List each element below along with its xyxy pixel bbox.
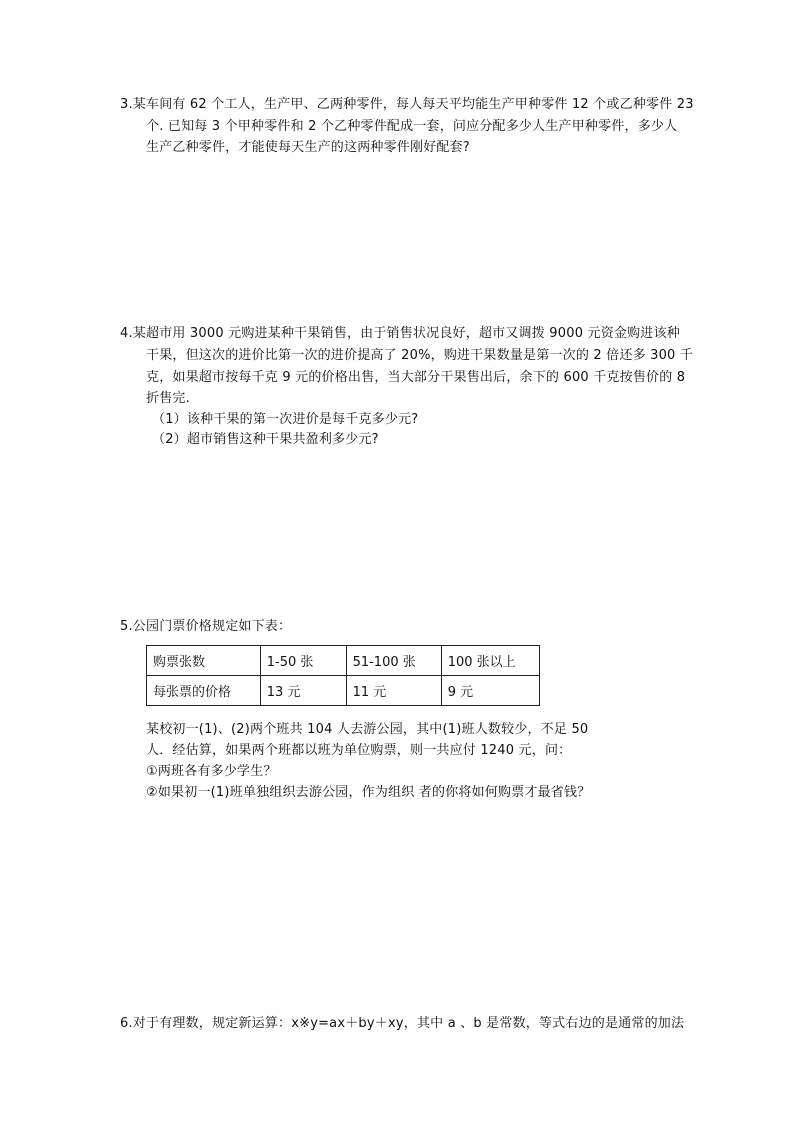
table-cell: 51-100 张 xyxy=(346,646,441,676)
table-cell: 13 元 xyxy=(260,676,346,706)
table-row xyxy=(147,646,540,676)
q3-line-2: 个. 已知每 3 个甲种零件和 2 个乙种零件配成一套，问应分配多少人生产甲种零件，多少人 xyxy=(146,119,678,134)
q4-sub-1: （1）该种干果的第一次进价是每千克多少元? xyxy=(152,412,419,427)
q3-line-1: 3.某车间有 62 个工人，生产甲、乙两种零件，每人每天平均能生产甲种零件 12 个或乙种零件 23 xyxy=(120,97,694,112)
table-cell: 11 元 xyxy=(346,676,441,706)
q3-line-3: 生产乙种零件，才能使每天生产的这两种零件刚好配套? xyxy=(146,140,470,155)
q4-line-4: 折售完. xyxy=(146,391,190,406)
q5-line-2: 人．经估算，如果两个班都以班为单位购票，则一共应付 1240 元，问： xyxy=(146,743,572,758)
q4-line-3: 克，如果超市按每千克 9 元的价格出售，当大部分干果售出后，余下的 600 千克按售价的 8 xyxy=(146,370,686,385)
q6-line-1: 6.对于有理数，规定新运算：x※y=ax＋by＋xy，其中 a 、b 是常数，等式右边的是通常的加法 xyxy=(120,1016,685,1031)
q5-sub-1: ①两班各有多少学生？ xyxy=(146,764,277,779)
table-cell: 1-50 张 xyxy=(260,646,346,676)
q4-line-2: 干果，但这次的进价比第一次的进价提高了 20%，购进干果数量是第一次的 2 倍还多 300 千 xyxy=(146,348,694,363)
table-cell: 购票张数 xyxy=(147,646,261,676)
table-cell: 9 元 xyxy=(441,676,539,706)
q4-line-1: 4.某超市用 3000 元购进某种干果销售，由于销售状况良好，超市又调拨 9000 元资金购进该种 xyxy=(120,326,680,341)
q5-line-1: 某校初一(1)、(2)两个班共 104 人去游公园，其中(1)班人数较少，不足 50 xyxy=(146,722,589,737)
table-cell: 100 张以上 xyxy=(441,646,539,676)
q5-intro: 5.公园门票价格规定如下表： xyxy=(120,619,292,634)
q5-sub-2: ②如果初一(1)班单独组织去游公园，作为组织 者的你将如何购票才最省钱？ xyxy=(146,785,591,800)
ticket-price-table xyxy=(146,645,540,706)
table-cell: 每张票的价格 xyxy=(147,676,261,706)
q4-sub-2: （2）超市销售这种干果共盈利多少元? xyxy=(152,432,379,447)
table-row xyxy=(147,676,540,706)
